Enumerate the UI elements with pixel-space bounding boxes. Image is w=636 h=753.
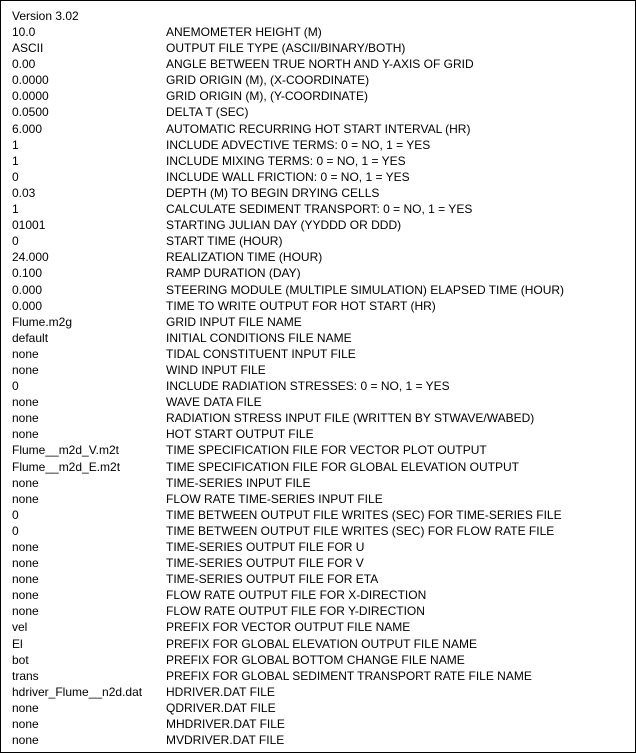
parameter-description: TIME TO WRITE OUTPUT FOR HOT START (HR) [166, 298, 436, 313]
parameter-value: 0 [12, 169, 19, 184]
parameter-description: TIME BETWEEN OUTPUT FILE WRITES (SEC) FOR FLOW RATE FILE [166, 523, 555, 538]
parameter-value: 1 [12, 202, 19, 217]
parameter-description: PREFIX FOR VECTOR OUTPUT FILE NAME [166, 620, 411, 635]
parameter-description: TIME-SERIES OUTPUT FILE FOR ETA [166, 572, 379, 587]
parameter-description: TIME SPECIFICATION FILE FOR VECTOR PLOT OUTPUT [166, 443, 487, 458]
parameter-row [1, 282, 635, 298]
parameter-rows [1, 24, 635, 748]
parameter-row [1, 426, 635, 442]
parameter-row [1, 201, 635, 217]
parameter-row [1, 684, 635, 700]
parameter-row [1, 716, 635, 732]
parameter-value: 6.000 [12, 121, 43, 136]
parameter-description: TIME-SERIES INPUT FILE [166, 475, 311, 490]
parameter-value: 0.100 [12, 266, 43, 281]
parameter-value: none [12, 733, 39, 748]
parameter-value: 0.03 [12, 185, 36, 200]
parameter-value: 1 [12, 137, 19, 152]
parameter-description: QDRIVER.DAT FILE [166, 700, 276, 715]
parameter-value: 0.000 [12, 298, 43, 313]
parameter-row [1, 137, 635, 153]
parameter-row [1, 571, 635, 587]
parameter-value: none [12, 427, 39, 442]
parameter-description: INCLUDE WALL FRICTION: 0 = NO, 1 = YES [166, 169, 410, 184]
parameter-value: 0 [12, 523, 19, 538]
parameter-value: vel [12, 620, 28, 635]
parameter-row [1, 507, 635, 523]
parameter-description: GRID ORIGIN (M), (Y-COORDINATE) [166, 89, 368, 104]
parameter-value: 0.0000 [12, 73, 49, 88]
parameter-row [1, 346, 635, 362]
parameter-row [1, 378, 635, 394]
parameter-row [1, 169, 635, 185]
parameter-description: AUTOMATIC RECURRING HOT START INTERVAL (HR) [166, 121, 471, 136]
parameter-row [1, 88, 635, 104]
parameter-description: FLOW RATE TIME-SERIES INPUT FILE [166, 491, 383, 506]
parameter-row [1, 652, 635, 668]
parameter-value: 0 [12, 379, 19, 394]
parameter-row [1, 265, 635, 281]
parameter-description: INITIAL CONDITIONS FILE NAME [166, 330, 352, 345]
parameter-row [1, 410, 635, 426]
parameter-description: TIDAL CONSTITUENT INPUT FILE [166, 346, 356, 361]
parameter-row [1, 459, 635, 475]
parameter-value: Flume.m2g [12, 314, 73, 329]
parameter-value: none [12, 540, 39, 554]
parameter-value: 0.0500 [12, 105, 49, 120]
parameter-row [1, 475, 635, 491]
parameter-row [1, 668, 635, 684]
parameter-value: Flume__m2d_E.m2t [12, 459, 121, 474]
parameter-description: GRID ORIGIN (M), (X-COORDINATE) [166, 73, 370, 88]
parameter-value: none [12, 362, 39, 377]
parameter-row [1, 185, 635, 201]
parameter-value: El [12, 636, 23, 651]
parameter-description: TIME SPECIFICATION FILE FOR GLOBAL ELEVATION OUTPUT [166, 459, 519, 474]
parameter-description: MVDRIVER.DAT FILE [166, 733, 285, 748]
parameter-row [1, 56, 635, 72]
parameter-row [1, 24, 635, 40]
parameter-value: none [12, 588, 39, 603]
parameter-description: FLOW RATE OUTPUT FILE FOR X-DIRECTION [166, 588, 427, 603]
parameter-value: 0.00 [12, 57, 36, 72]
parameter-row [1, 442, 635, 458]
parameter-value: 24.000 [12, 250, 49, 265]
parameter-value: default [12, 330, 49, 345]
parameter-row [1, 121, 635, 137]
parameter-row [1, 732, 635, 748]
parameter-row [1, 555, 635, 571]
parameter-value: 10.0 [12, 25, 36, 39]
parameter-row [1, 330, 635, 346]
parameter-value: ASCII [12, 41, 44, 56]
parameter-value: none [12, 604, 39, 619]
parameter-description: WIND INPUT FILE [166, 362, 266, 377]
parameter-value: none [12, 572, 39, 587]
parameter-value: bot [12, 652, 29, 667]
parameter-description: DEPTH (M) TO BEGIN DRYING CELLS [166, 185, 380, 200]
parameter-value: none [12, 411, 39, 426]
parameter-row [1, 298, 635, 314]
parameter-description: PREFIX FOR GLOBAL SEDIMENT TRANSPORT RATE FILE NAME [166, 668, 532, 683]
parameter-row [1, 104, 635, 120]
parameter-description: MHDRIVER.DAT FILE [166, 717, 285, 732]
parameter-description: INCLUDE ADVECTIVE TERMS: 0 = NO, 1 = YES [166, 137, 431, 152]
parameter-value: 0.000 [12, 282, 43, 297]
parameter-description: DELTA T (SEC) [166, 105, 249, 120]
parameter-value: none [12, 346, 39, 361]
parameter-value: none [12, 556, 39, 571]
parameter-row [1, 72, 635, 88]
parameter-description: RADIATION STRESS INPUT FILE (WRITTEN BY STWAVE/WABED) [166, 411, 535, 426]
parameter-value: none [12, 475, 39, 490]
parameter-value: none [12, 700, 39, 715]
parameter-row [1, 314, 635, 330]
parameter-row [1, 587, 635, 603]
parameter-row [1, 233, 635, 249]
parameter-value: none [12, 717, 39, 732]
version-header: Version 3.02 [12, 9, 79, 23]
parameter-description: REALIZATION TIME (HOUR) [166, 250, 323, 265]
parameter-value: none [12, 395, 39, 410]
parameter-value: 0 [12, 234, 19, 249]
parameter-value: none [12, 491, 39, 506]
parameter-value: 0.0000 [12, 89, 49, 104]
parameter-row [1, 249, 635, 265]
parameter-row [1, 40, 635, 56]
parameter-value: Flume__m2d_V.m2t [12, 443, 119, 458]
parameter-description: ANGLE BETWEEN TRUE NORTH AND Y-AXIS OF GRID [166, 57, 474, 72]
parameter-description: GRID INPUT FILE NAME [166, 314, 302, 329]
parameter-description: INCLUDE MIXING TERMS: 0 = NO, 1 = YES [166, 153, 406, 168]
parameter-row [1, 491, 635, 507]
parameter-row [1, 394, 635, 410]
parameter-row [1, 700, 635, 716]
parameter-row [1, 153, 635, 169]
parameter-description: ANEMOMETER HEIGHT (M) [166, 25, 322, 39]
parameter-description: PREFIX FOR GLOBAL BOTTOM CHANGE FILE NAME [166, 652, 465, 667]
parameter-row [1, 539, 635, 555]
parameter-description: HDRIVER.DAT FILE [166, 684, 275, 699]
parameter-value: 0 [12, 507, 19, 522]
parameter-description: HOT START OUTPUT FILE [166, 427, 314, 442]
parameter-description: TIME-SERIES OUTPUT FILE FOR V [166, 556, 364, 571]
parameter-description: FLOW RATE OUTPUT FILE FOR Y-DIRECTION [166, 604, 425, 619]
parameter-description: TIME BETWEEN OUTPUT FILE WRITES (SEC) FOR TIME-SERIES FILE [166, 507, 562, 522]
parameter-description: STEERING MODULE (MULTIPLE SIMULATION) ELAPSED TIME (HOUR) [166, 282, 565, 297]
parameter-row [1, 362, 635, 378]
parameter-description: TIME-SERIES OUTPUT FILE FOR U [166, 540, 365, 554]
parameter-value: 01001 [12, 218, 46, 233]
parameter-description: PREFIX FOR GLOBAL ELEVATION OUTPUT FILE NAME [166, 636, 477, 651]
parameter-row [1, 636, 635, 652]
parameter-row [1, 619, 635, 635]
parameter-description: WAVE DATA FILE [166, 395, 262, 410]
parameter-description: OUTPUT FILE TYPE (ASCII/BINARY/BOTH) [166, 41, 406, 56]
parameter-description: CALCULATE SEDIMENT TRANSPORT: 0 = NO, 1 = YES [166, 202, 473, 217]
parameter-value: trans [12, 668, 39, 683]
parameter-value: hdriver_Flume__n2d.dat [12, 684, 143, 699]
parameter-row [1, 603, 635, 619]
parameter-row [1, 523, 635, 539]
parameter-value: 1 [12, 153, 19, 168]
parameter-description: INCLUDE RADIATION STRESSES: 0 = NO, 1 = YES [166, 379, 450, 394]
parameter-description: START TIME (HOUR) [166, 234, 283, 249]
parameter-row [1, 217, 635, 233]
parameter-description: RAMP DURATION (DAY) [166, 266, 301, 281]
parameter-description: STARTING JULIAN DAY (YYDDD OR DDD) [166, 218, 402, 233]
